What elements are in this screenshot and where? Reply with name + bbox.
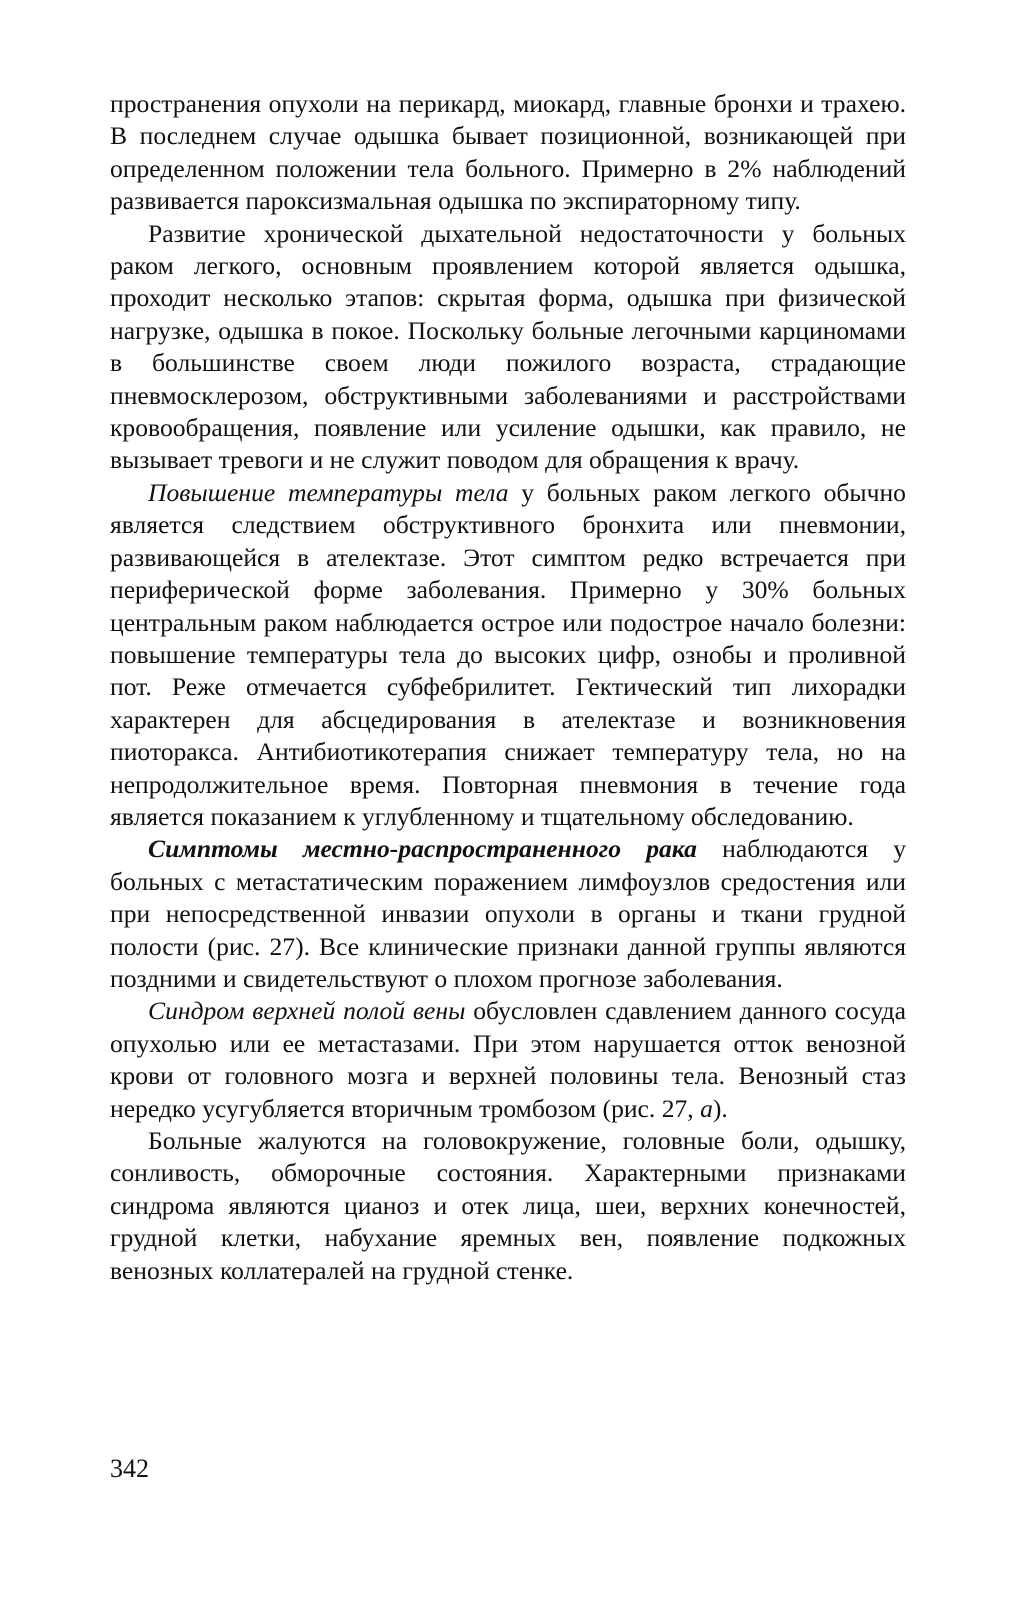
paragraph-text: наблюдаются у больных с метастатическим поражением лимфоузлов средостения или при непосредственной инвазии опухоли в органы и ткани грудной полости (рис. 27). Все клинические признаки данной группы являются поздними и свидетельствуют о плохом прогнозе заболевания. (110, 834, 906, 993)
paragraph-text: обусловлен сдавлением данного сосуда опухолью или ее метастазами. При этом нарушается отток венозной крови от головного мозга и верхней половины тела. Венозный стаз нередко усугубляется вторичным тромбозом (рис. 27, (110, 996, 906, 1123)
paragraph (110, 88, 906, 218)
paragraph-text: пространения опухоли на перикард, миокард, главные бронхи и трахею. В последнем случае одышка бывает позиционной, возникающей при определенном положении тела больного. Примерно в 2% наблюдений развивается пароксизмальная одышка по экспираторному типу. (110, 89, 906, 216)
paragraph (110, 477, 906, 833)
figure-ref-letter: а (700, 1093, 713, 1123)
paragraph (110, 218, 906, 477)
term-svc-syndrome: Синдром верхней полой вены (148, 996, 466, 1026)
paragraph-text: у больных раком легкого обычно является следствием обструктивного бронхита или пневмонии, развивающейся в ателектазе. Этот симптом редко встречается при периферической форме заболевания. Примерно у 30% больных центральным раком наблюдается острое или подострое начало болезни: повышение температуры тела до высоких цифр, ознобы и проливной пот. Реже отмечается субфебрилитет. Гектический тип лихорадки характерен для абсцедирования в ателектазе и возникновения пиоторакса. Антибиотикотерапия снижает температуру тела, но на непродолжительное время. Повторная пневмония в течение года является показанием к углубленному и тщательному обследованию. (110, 477, 906, 831)
page-body (110, 88, 906, 1287)
paragraph-text: Развитие хронической дыхательной недостаточности у больных раком легкого, основным проявлением которой является одышка, проходит несколько этапов: скрытая форма, одышка при физической нагрузке, одышка в покое. Поскольку больные легочными карциномами в большинстве своем люди пожилого возраста, страдающие пневмосклерозом, обструктивными заболеваниями и расстройствами кровообращения, появление или усиление одышки, как правило, не вызывает тревоги и не служит поводом для обращения к врачу. (110, 218, 906, 475)
page-number: 342 (110, 1454, 149, 1483)
paragraph (110, 995, 906, 1125)
paragraph-text: Больные жалуются на головокружение, головные боли, одышку, сонливость, обморочные состояния. Характерными признаками синдрома являются цианоз и отек лица, шеи, верхних конечностей, грудной клетки, набухание яремных вен, появление подкожных венозных коллатералей на грудной стенке. (110, 1126, 906, 1285)
paragraph-text: ). (712, 1093, 728, 1123)
paragraph (110, 833, 906, 995)
paragraph (110, 1125, 906, 1287)
term-local-cancer: Симптомы местно-распространенного рака (148, 834, 697, 864)
term-fever: Повышение температуры тела (148, 477, 509, 507)
